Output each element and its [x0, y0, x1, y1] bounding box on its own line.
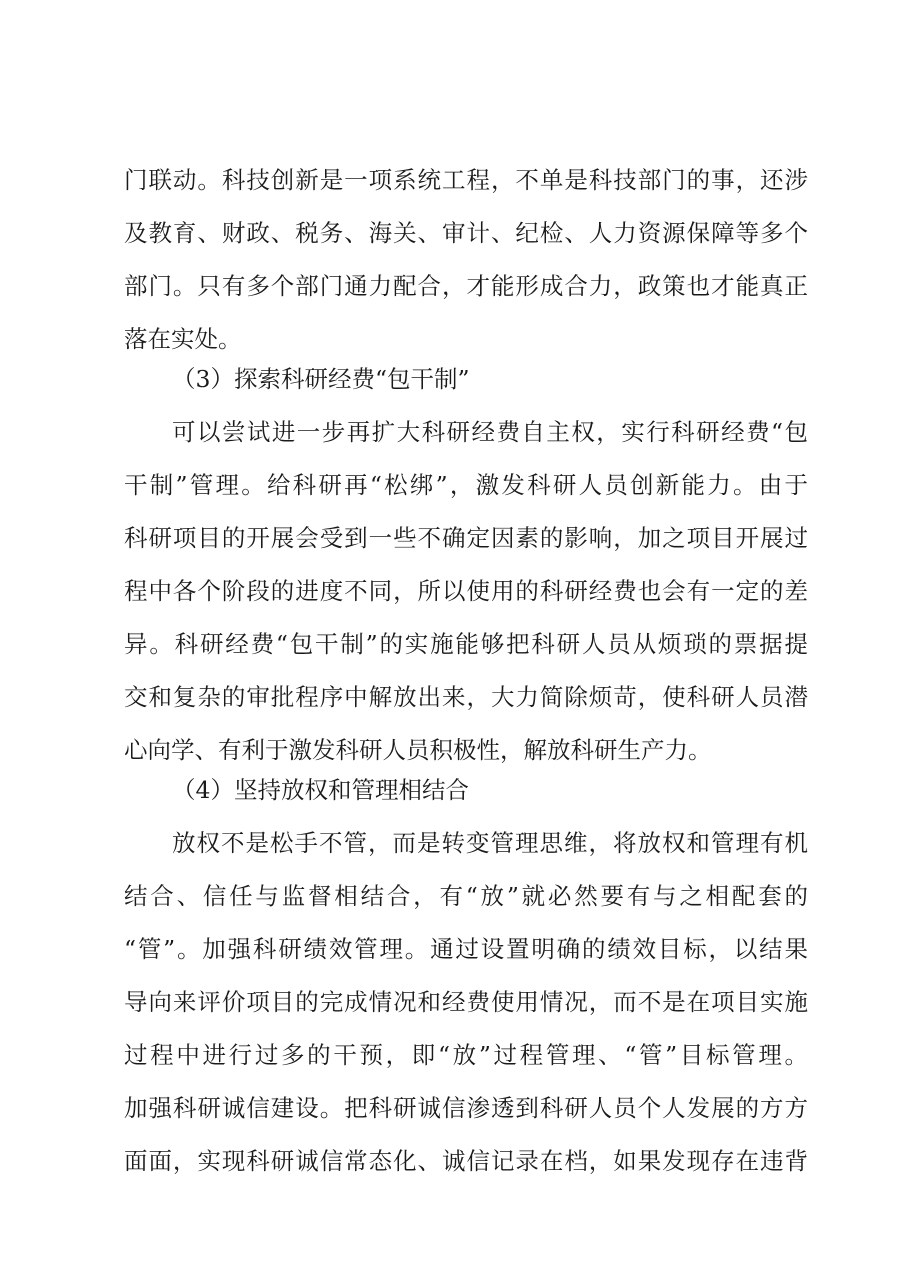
body-text-line: “管”。加强科研绩效管理。通过设置明确的绩效目标，以结果 — [124, 935, 808, 963]
body-text-line: 导向来评价项目的完成情况和经费使用情况，而不是在项目实施 — [124, 988, 808, 1016]
body-text-line: 科研项目的开展会受到一些不确定因素的影响，加之项目开展过 — [124, 524, 808, 552]
paragraph-first-line: 可以尝试进一步再扩大科研经费自主权，实行科研经费“包 — [172, 418, 808, 446]
body-text-line: 及教育、财政、税务、海关、审计、纪检、人力资源保障等多个 — [124, 219, 808, 247]
body-text-line: 部门。只有多个部门通力配合，才能形成合力，政策也才能真正 — [124, 272, 808, 300]
section-heading-4: （4）坚持放权和管理相结合 — [172, 776, 469, 804]
body-text-line: 门联动。科技创新是一项系统工程，不单是科技部门的事，还涉 — [124, 166, 808, 194]
body-text-line: 加强科研诚信建设。把科研诚信渗透到科研人员个人发展的方方 — [124, 1094, 808, 1122]
body-text-line: 心向学、有利于激发科研人员积极性，解放科研生产力。 — [124, 736, 712, 764]
body-text-line: 异。科研经费“包干制”的实施能够把科研人员从烦琐的票据提 — [124, 630, 808, 658]
body-text-line: 落在实处。 — [124, 325, 242, 353]
body-text-line: 结合、信任与监督相结合，有“放”就必然要有与之相配套的 — [124, 882, 808, 910]
body-text-line: 干制”管理。给科研再“松绑”，激发科研人员创新能力。由于 — [124, 471, 808, 499]
paragraph-first-line: 放权不是松手不管，而是转变管理思维，将放权和管理有机 — [172, 829, 808, 857]
body-text-line: 面面，实现科研诚信常态化、诚信记录在档，如果发现存在违背 — [124, 1147, 808, 1175]
body-text-line: 程中各个阶段的进度不同，所以使用的科研经费也会有一定的差 — [124, 577, 808, 605]
section-heading-3: （3）探索科研经费“包干制” — [172, 365, 470, 393]
body-text-line: 交和复杂的审批程序中解放出来，大力简除烦苛，使科研人员潜 — [124, 683, 808, 711]
body-text-line: 过程中进行过多的干预，即“放”过程管理、“管”目标管理。 — [124, 1041, 808, 1069]
